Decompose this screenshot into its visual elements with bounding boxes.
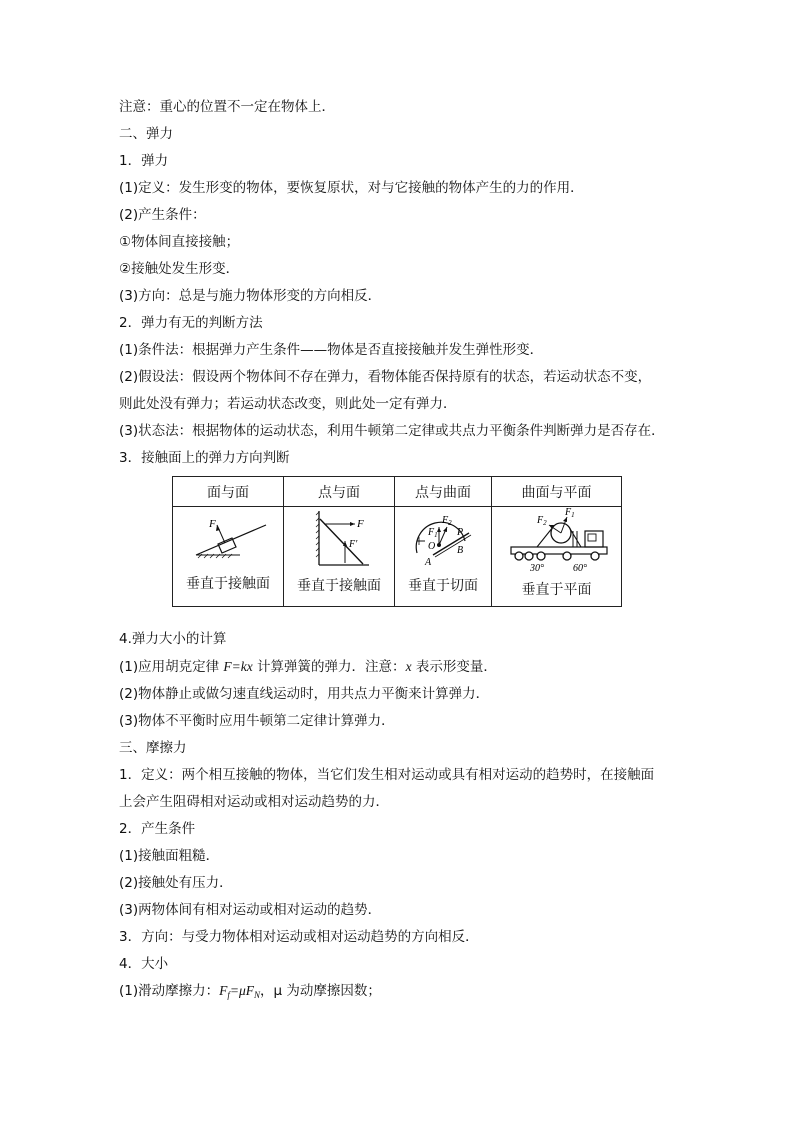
subsection-heading: 1．弹力 <box>119 153 169 169</box>
table-header: 面与面 <box>173 477 284 507</box>
point-on-curve-figure <box>395 507 491 569</box>
paragraph: 则此处没有弹力；若运动状态改变，则此处一定有弹力． <box>119 396 457 412</box>
paragraph: (2)物体静止或做匀速直线运动时，用共点力平衡来计算弹力． <box>119 686 490 702</box>
paragraph: (1)条件法：根据弹力产生条件——物体是否直接接触并发生弹性形变． <box>119 342 544 358</box>
paragraph: 1．定义：两个相互接触的物体，当它们发生相对运动或具有相对运动的趋势时，在接触面 <box>119 767 655 783</box>
subsection-heading: 2．弹力有无的判断方法 <box>119 315 263 331</box>
table-caption: 垂直于接触面 <box>186 576 270 592</box>
table-cell <box>395 507 492 607</box>
paragraph: (2)接触处有压力． <box>119 875 233 891</box>
section-heading: 三、摩擦力 <box>119 740 187 756</box>
point-label: B <box>457 545 464 556</box>
paragraph: (3)方向：总是与施力物体形变的方向相反． <box>119 288 382 304</box>
paragraph: (1)接触面粗糙． <box>119 848 220 864</box>
section-heading: 二、弹力 <box>119 126 173 142</box>
paragraph: (1)滑动摩擦力：$F_f=\mu F_N$，μ 为动摩擦因数； <box>119 983 381 1000</box>
truck-cylinder-figure <box>497 507 617 573</box>
paragraph: (1)应用胡克定律 F=kx 计算弹簧的弹力．注意：x 表示形变量． <box>119 659 497 675</box>
paragraph: (2)产生条件： <box>119 207 206 223</box>
paragraph: ①物体间直接接触； <box>119 234 240 250</box>
paragraph: (1)定义：发生形变的物体，要恢复原状，对与它接触的物体产生的力的作用． <box>119 180 584 196</box>
paragraph: (2)假设法：假设两个物体间不存在弹力，看物体能否保持原有的状态，若运动状态不变， <box>119 369 652 385</box>
angle-label: 60° <box>572 563 587 573</box>
point-label: A <box>425 557 432 568</box>
subsection-heading: 4．大小 <box>119 956 169 972</box>
table-header: 点与面 <box>284 477 395 507</box>
paragraph: (3)状态法：根据物体的运动状态，利用牛顿第二定律或共点力平衡条件判断弹力是否存在． <box>119 423 665 439</box>
angle-label: 30° <box>529 563 544 573</box>
point-label: O <box>428 541 436 552</box>
rod-on-wall-figure <box>289 507 389 569</box>
force-label: F <box>209 518 216 530</box>
table-header: 点与曲面 <box>395 477 492 507</box>
incline-block-figure <box>178 507 278 567</box>
direction-table <box>172 476 622 607</box>
paragraph: ②接触处发生形变． <box>119 261 240 277</box>
table-caption: 垂直于平面 <box>521 582 592 598</box>
paragraph: (3)两物体间有相对运动或相对运动的趋势． <box>119 902 382 918</box>
paragraph: 3．方向：与受力物体相对运动或相对运动趋势的方向相反． <box>119 929 479 945</box>
table-cell <box>173 507 284 607</box>
table-cell <box>492 507 622 607</box>
table-cell <box>284 507 395 607</box>
point-label: P <box>457 527 464 538</box>
force-label: $F_1$ <box>564 507 575 519</box>
force-label: F′ <box>349 539 358 550</box>
table-header: 曲面与平面 <box>492 477 622 507</box>
note-line: 注意：重心的位置不一定在物体上． <box>119 99 335 115</box>
force-label: $F_2$ <box>536 515 547 527</box>
subsection-heading: 3．接触面上的弹力方向判断 <box>119 450 290 466</box>
paragraph: (3)物体不平衡时应用牛顿第二定律计算弹力． <box>119 713 395 729</box>
force-label: $F_2$ <box>442 515 452 527</box>
force-label: $F_1$ <box>428 527 438 539</box>
subsection-heading: 2．产生条件 <box>119 821 196 837</box>
subsection-heading: 4.弹力大小的计算 <box>119 631 227 647</box>
paragraph: 上会产生阻碍相对运动或相对运动趋势的力． <box>119 794 389 810</box>
force-label: F <box>357 518 364 530</box>
table-caption: 垂直于切面 <box>408 578 478 594</box>
table-caption: 垂直于接触面 <box>297 578 381 594</box>
